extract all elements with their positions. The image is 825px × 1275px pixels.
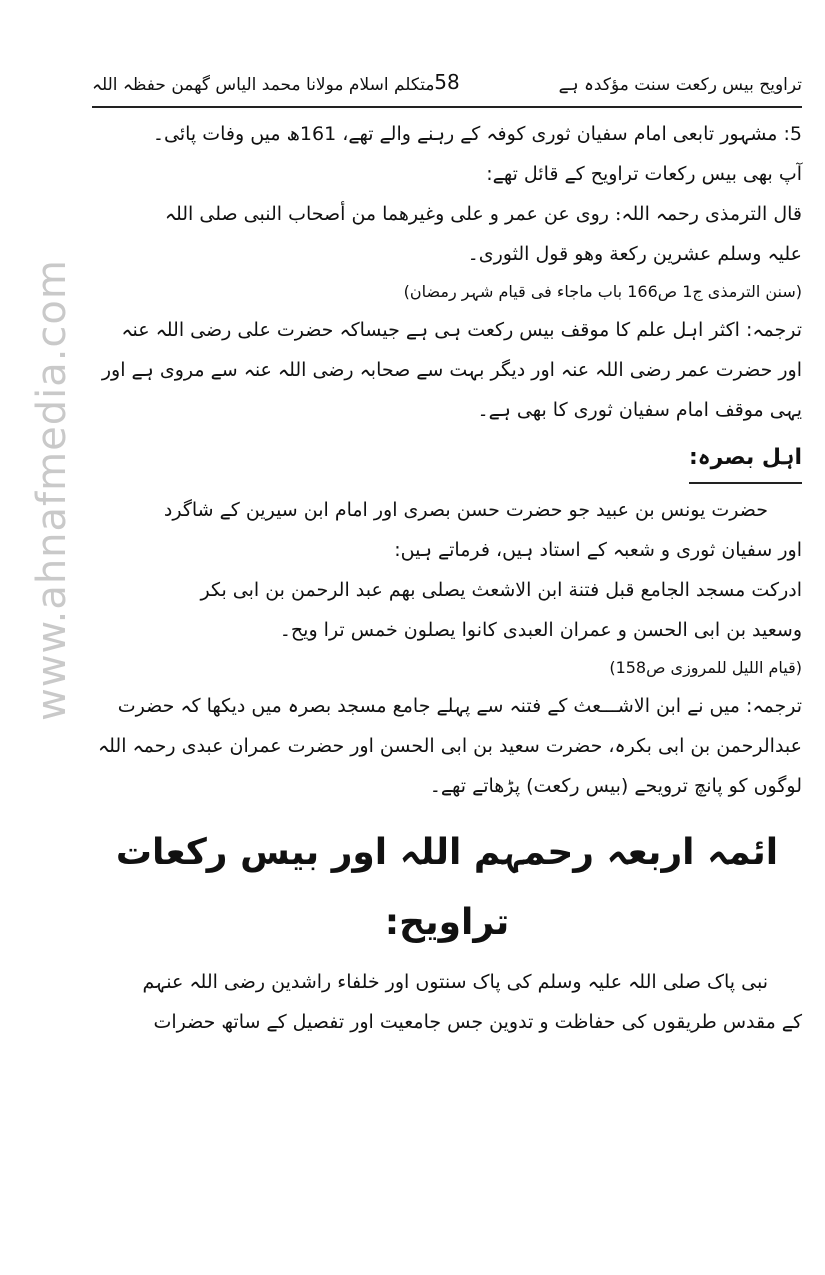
text-line: آپ بھی بیس رکعات تراویح کے قائل تھے: xyxy=(486,163,802,185)
book-page xyxy=(92,62,802,1242)
header-author: متکلم اسلام مولانا محمد الیاس گھمن حفظہ اللہ xyxy=(92,75,435,95)
arabic-quote-line: ادرکت مسجد الجامع قبل فتنة ابن الاشعث یصلی بھم عبد الرحمن بن ابی بکر xyxy=(200,579,802,601)
header-chapter-title: تراویح بیس رکعت سنت مؤکدہ ہے xyxy=(558,75,802,95)
text-line: کے مقدس طریقوں کی حفاظت و تدوین جس جامعیت اور تفصیل کے ساتھ حضرات xyxy=(153,1011,802,1033)
watermark xyxy=(22,140,82,840)
page-number: 58 xyxy=(434,70,460,94)
reference-citation: (سنن الترمذی ج1 ص166 باب ماجاء فی قیام شہر رمضان) xyxy=(403,282,802,301)
translation-line: یہی موقف امام سفیان ثوری کا بھی ہے۔ xyxy=(477,399,802,421)
arabic-quote-line: قال الترمذی رحمہ اللہ: روی عن عمر و علی وغیرھما من أصحاب النبی صلی اللہ xyxy=(164,203,802,225)
arabic-quote-line: وسعید بن ابی الحسن و عمران العبدی کانوا یصلون خمس ترا ویح۔ xyxy=(279,619,802,641)
text-line: 5: مشہور تابعی امام سفیان ثوری کوفہ کے رہنے والے تھے، 161ھ میں وفات پائی۔ xyxy=(152,123,802,145)
text-line: حضرت یونس بن عبید جو حضرت حسن بصری اور امام ابن سیرین کے شاگرد xyxy=(163,499,768,521)
translation-line: لوگوں کو پانچ ترویحے (بیس رکعت) پڑھاتے تھے۔ xyxy=(429,775,802,797)
reference-citation: (قیام اللیل للمروزی ص158) xyxy=(609,658,802,677)
text-line: نبی پاک صلی اللہ علیہ وسلم کی پاک سنتوں اور خلفاء راشدین رضی اللہ عنہم xyxy=(142,971,768,993)
page-header xyxy=(92,62,802,108)
section-heading: اہل بصرہ: xyxy=(689,434,802,484)
translation-line: اور حضرت عمر رضی اللہ عنہ اور دیگر بہت سے صحابہ رضی اللہ عنہ سے مروی ہے اور xyxy=(101,359,802,381)
translation-line: عبدالرحمن بن ابی بکرہ، حضرت سعید بن ابی الحسن اور حضرت عمران عبدی رحمہ اللہ xyxy=(97,735,802,757)
arabic-quote-line: علیہ وسلم عشرین رکعة وھو قول الثوری۔ xyxy=(467,243,802,265)
translation-line: ترجمہ: اکثر اہل علم کا موقف بیس رکعت ہی ہے جیساکہ حضرت علی رضی اللہ عنہ xyxy=(121,319,802,341)
chapter-heading: ائمہ اربعہ رحمہم اللہ اور بیس رکعات تراویح: xyxy=(115,832,779,943)
watermark-text: www.ahnafmedia.com xyxy=(29,259,75,721)
text-line: اور سفیان ثوری و شعبہ کے استاد ہیں، فرماتے ہیں: xyxy=(394,539,802,561)
translation-line: ترجمہ: میں نے ابن الاشـــعث کے فتنہ سے پہلے جامع مسجد بصرہ میں دیکھا کہ حضرت xyxy=(117,695,802,717)
